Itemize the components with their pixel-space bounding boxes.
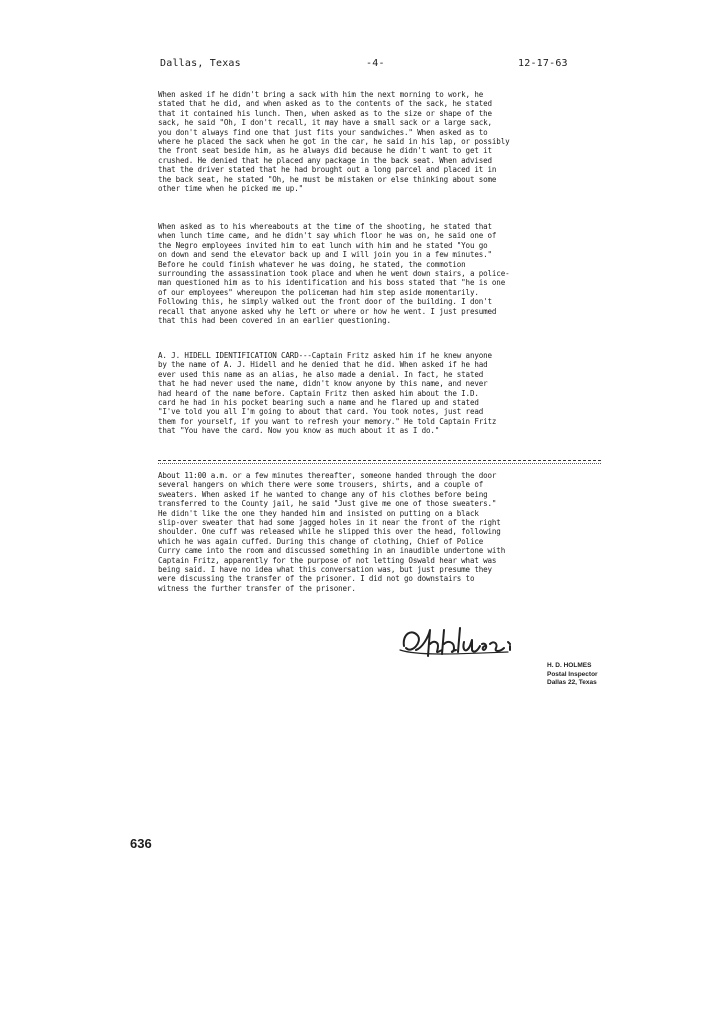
text-line: surrounding the assassination took place and when he went down stairs, a police- bbox=[158, 269, 510, 279]
signer-location: Dallas 22, Texas bbox=[547, 679, 597, 686]
text-line: the back seat, he stated "Oh, he must be mistaken or else thinking about some bbox=[158, 174, 497, 184]
text-line: A. J. HIDELL IDENTIFICATION CARD---Captain Fritz asked him if he knew anyone bbox=[158, 351, 492, 360]
header-date: 12-17-63 bbox=[518, 58, 568, 69]
text-line: several hangers on which there were some trousers, shirts, and a couple of bbox=[158, 480, 484, 490]
text-line: the front seat beside him, as he always did because he didn't want to get it bbox=[158, 146, 492, 156]
text-line: of our employees" whereupon the policeman had him step aside momentarily. bbox=[158, 287, 479, 297]
text-line: when lunch time came, and he didn't say which floor he was on, he said one of bbox=[158, 231, 497, 241]
paragraph-whereabouts bbox=[158, 222, 602, 325]
text-line: you don't always find one that just fits your sandwiches." When asked as to bbox=[158, 127, 488, 137]
text-line: by the name of A. J. Hidell and he denied that he did. When asked if he had bbox=[158, 360, 488, 370]
text-line: being said. I have no idea what this conversation was, but just presume they bbox=[158, 565, 492, 575]
text-line: that this had been covered in an earlier questioning. bbox=[158, 316, 391, 326]
text-line: man questioned him as to his identification and his boss stated that "he is one bbox=[158, 278, 506, 288]
handwritten-signature bbox=[398, 620, 568, 668]
text-line: transferred to the County jail, he said "Just give me one of those sweaters." bbox=[158, 499, 497, 509]
text-line: He didn't like the one they handed him and insisted on putting on a black bbox=[158, 508, 479, 518]
text-line: shoulder. One cuff was released while he slipped this over the head, following bbox=[158, 527, 501, 537]
text-line: stated that he did, and when asked as to the contents of the sack, he stated bbox=[158, 99, 492, 109]
text-line: When asked if he didn't bring a sack with him the next morning to work, he bbox=[158, 90, 484, 99]
text-line: the Negro employees invited him to eat lunch with him and he stated "You go bbox=[158, 240, 488, 250]
signature-block bbox=[547, 662, 598, 688]
text-line: which he was again cuffed. During this change of clothing, Chief of Police bbox=[158, 536, 484, 546]
text-line: sack, he said "Oh, I don't recall, it may have a small sack or a large sack, bbox=[158, 118, 492, 128]
text-line: Curry came into the room and discussed something in an inaudible undertone with bbox=[158, 546, 506, 556]
header-page-marker: -4- bbox=[366, 58, 385, 69]
text-line: "I've told you all I'm going to about that card. You took notes, just read bbox=[158, 407, 484, 417]
text-line: were discussing the transfer of the prisoner. I did not go downstairs to bbox=[158, 574, 475, 584]
text-line: sweaters. When asked if he wanted to change any of his clothes before being bbox=[158, 489, 488, 499]
text-line: slip-over sweater that had some jagged holes in it near the front of the right bbox=[158, 518, 501, 528]
section-divider bbox=[158, 460, 601, 461]
text-line: recall that anyone asked why he left or where or how he went. I just presumed bbox=[158, 306, 497, 316]
text-line: where he placed the sack when he got in the car, he said in his lap, or possibly bbox=[158, 137, 510, 147]
text-line: on down and send the elevator back up and I will join you in a few minutes." bbox=[158, 250, 492, 260]
text-line: crushed. He denied that he placed any package in the back seat. When advised bbox=[158, 155, 492, 165]
text-line: About 11:00 a.m. or a few minutes thereafter, someone handed through the door bbox=[158, 471, 497, 480]
text-line: that the driver stated that he had brought out a long parcel and placed it in bbox=[158, 165, 497, 175]
text-line: them for yourself, if you want to refresh your memory." He told Captain Fritz bbox=[158, 416, 497, 426]
text-line: When asked as to his whereabouts at the time of the shooting, he stated that bbox=[158, 222, 492, 231]
section-divider-underline bbox=[158, 463, 601, 464]
text-line: ever used this name as an alias, he also made a denial. In fact, he stated bbox=[158, 369, 484, 379]
signer-title: Postal Inspector bbox=[547, 670, 598, 678]
text-line: other time when he picked me up." bbox=[158, 184, 303, 194]
text-line: Captain Fritz, apparently for the purpose of not letting Oswald hear what was bbox=[158, 555, 497, 565]
text-line: that "You have the card. Now you know as much about it as I do." bbox=[158, 426, 440, 436]
paragraph-hidell-card bbox=[158, 351, 602, 436]
text-line: Following this, he simply walked out the front door of the building. I don't bbox=[158, 297, 492, 307]
text-line: Before he could finish whatever he was doing, he stated, the commotion bbox=[158, 259, 466, 269]
text-line: that it contained his lunch. Then, when asked as to the size or shape of the bbox=[158, 108, 492, 118]
text-line: card he had in his pocket bearing such a name and he flared up and stated bbox=[158, 398, 479, 408]
page-number: 636 bbox=[130, 836, 152, 851]
paragraph-sack bbox=[158, 90, 602, 193]
text-line: that he had never used the name, didn't know anyone by this name, and never bbox=[158, 379, 488, 389]
paragraph-clothing bbox=[158, 471, 602, 593]
header-place: Dallas, Texas bbox=[160, 58, 241, 69]
text-line: had heard of the name before. Captain Fritz then asked him about the I.D. bbox=[158, 388, 479, 398]
text-line: witness the further transfer of the prisoner. bbox=[158, 583, 356, 593]
signer-name: H. D. HOLMES bbox=[547, 662, 592, 669]
